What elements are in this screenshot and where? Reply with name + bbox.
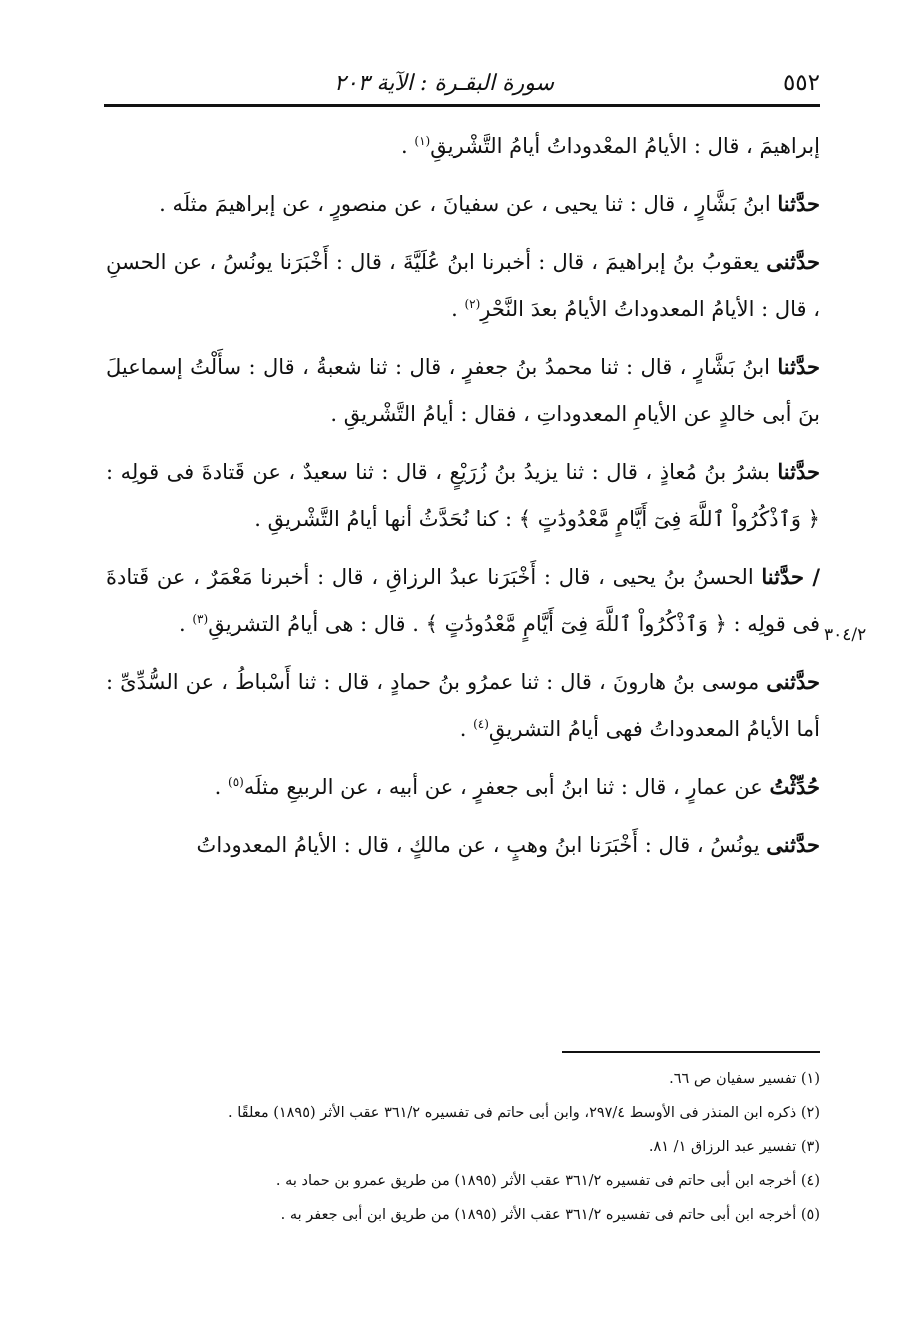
paragraph-tail: . (451, 297, 465, 321)
narration-lead: حدَّثنى (766, 249, 820, 274)
paragraph-6 (106, 553, 820, 648)
margin-volume-page-note: ٣٠٤/٢ (824, 625, 867, 645)
paragraph-7 (106, 658, 820, 753)
paragraph-text: يعقوبُ بنُ إبراهيمَ ، قال : أخبرنا ابنُ عُلَيَّةَ ، قال : أَخْبَرَنا يونُسُ ، عن الحسنِ ، قال : الأيامُ المعدوداتُ الأيامُ بعدَ النَّحْرِ (106, 250, 820, 321)
paragraph-8 (106, 763, 820, 811)
footnote-ref: (٣) (192, 612, 209, 626)
footnote-2: (٢) ذكره ابن المنذر فى الأوسط ٢٩٧/٤، وابن أبى حاتم فى تفسيره ٣٦١/٢ عقب الأثر (١٨٩٥) معلقًا . (228, 1105, 820, 1121)
footnote-3: (٣) تفسير عبد الرزاق ١/ ٨١. (648, 1139, 820, 1155)
paragraph-9 (106, 821, 820, 869)
paragraph-text: الحسنُ بنُ يحيى ، قال : أَخْبَرَنا عبدُ الرزاقِ ، قال : أخبرنا مَعْمَرٌ ، عن قَتادةَ فى قولِه : ﴿ وَٱذْكُرُواْ ٱللَّهَ فِىٓ أَيَّامٍ مَّعْدُودَٰتٍ ﴾ . قال : هى أيامُ التشريقِ (106, 565, 820, 636)
running-header (104, 52, 820, 96)
narration-lead: حدَّثنا (777, 191, 820, 216)
paragraph-text: إبراهيمَ ، قال : الأيامُ المعْدوداتُ أيامُ التَّشْريقِ (430, 134, 820, 158)
narration-lead: حُدِّثْتُ (769, 774, 820, 799)
paragraph-3 (106, 238, 820, 333)
narration-lead: حدَّثنا (777, 459, 820, 484)
footnote-ref: (٤) (473, 717, 489, 731)
footnotes (104, 1064, 820, 1234)
main-text (106, 122, 820, 879)
footnote-4: (٤) أخرجه ابن أبى حاتم فى تفسيره ٣٦١/٢ عقب الأثر (١٨٩٥) من طريق عمرو بن حماد به . (275, 1173, 820, 1189)
paragraph-tail: . (214, 775, 229, 799)
paragraph-tail: . (459, 717, 474, 741)
narration-lead: حدَّثنا (777, 354, 820, 379)
paragraph-4 (106, 343, 820, 438)
header-rule (104, 104, 820, 107)
narration-lead: حدَّثنى (766, 669, 820, 694)
paragraph-text: يونُسُ ، قال : أَخْبَرَنا ابنُ وهبٍ ، عن مالكٍ ، قال : الأيامُ المعدوداتُ (196, 833, 767, 857)
paragraph-text: بشرُ بنُ مُعاذٍ ، قال : ثنا يزيدُ بنُ زُرَيْعٍ ، قال : ثنا سعيدٌ ، عن قَتادةَ فى قولِه : ﴿ وَٱذْكُرُواْ ٱللَّهَ فِىٓ أَيَّامٍ مَّعْدُودَٰتٍ ﴾ : كنا نُحَدَّثُ أنها أيامُ التَّشْريقِ . (106, 460, 820, 531)
paragraph-text: موسى بنُ هارونَ ، قال : ثنا عمرُو بنُ حمادٍ ، قال : ثنا أَسْباطُ ، عن السُّدِّىِّ : أما الأيامُ المعدوداتُ فهى أيامُ التشريقِ (106, 670, 820, 741)
footnote-rule (562, 1051, 820, 1053)
paragraph-tail: . (179, 612, 193, 636)
footnote-ref: (٢) (464, 297, 481, 311)
paragraph-1 (106, 122, 820, 170)
paragraph-tail: . (401, 134, 415, 158)
paragraph-2 (106, 180, 820, 228)
paragraph-text: ابنُ بَشَّارٍ ، قال : ثنا محمدُ بنُ جعفرٍ ، قال : ثنا شعبةُ ، قال : سأَلْتُ إسماعيلَ بنَ أبى خالدٍ عن الأيامِ المعدوداتِ ، فقال : أيامُ التَّشْريقِ . (106, 355, 820, 426)
footnote-1: (١) تفسير سفيان ص ٦٦. (669, 1071, 820, 1087)
page-number: ٥٥٢ (782, 70, 820, 96)
narration-lead: حدَّثنى (766, 832, 820, 857)
running-title: سورة البقـرة : الآية ٢٠٣ (334, 71, 555, 96)
paragraph-5 (106, 448, 820, 543)
paragraph-text: ابنُ بَشَّارٍ ، قال : ثنا يحيى ، عن سفيانَ ، عن منصورٍ ، عن إبراهيمَ مثلَه . (159, 192, 778, 216)
footnote-ref: (١) (414, 134, 431, 148)
narration-lead: / حدَّثنا (761, 564, 820, 589)
paragraph-text: عن عمارٍ ، قال : ثنا ابنُ أبى جعفرٍ ، عن أبيه ، عن الربيعِ مثلَه (243, 775, 770, 799)
footnote-ref: (٥) (228, 775, 244, 789)
footnote-5: (٥) أخرجه ابن أبى حاتم فى تفسيره ٣٦١/٢ عقب الأثر (١٨٩٥) من طريق ابن أبى جعفر به . (280, 1207, 820, 1223)
